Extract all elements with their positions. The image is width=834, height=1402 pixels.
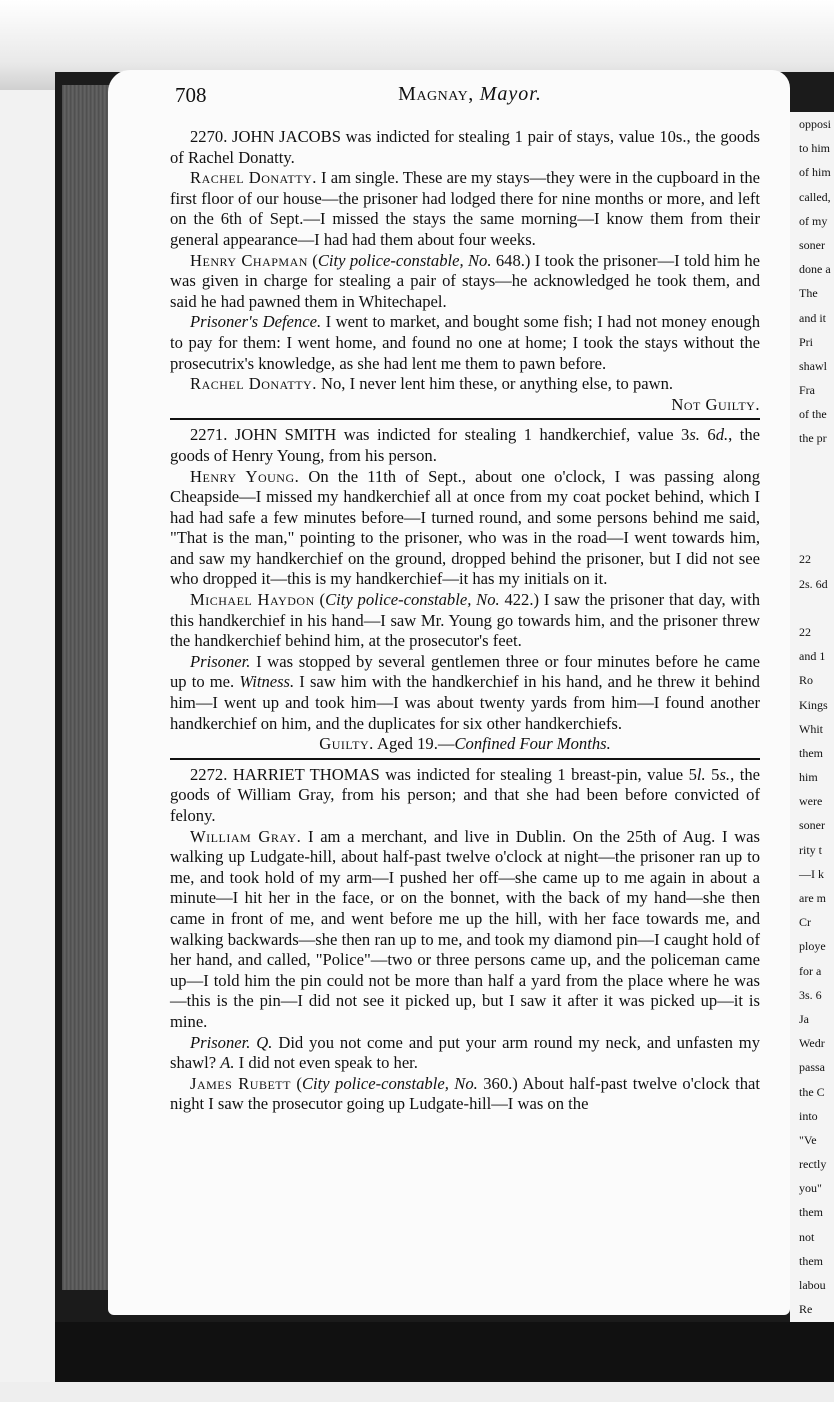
verdict bbox=[170, 395, 760, 416]
case-divider bbox=[170, 418, 760, 420]
text-run: , the goods of William Gray, from his person; and that she had been before convicted of felony. bbox=[170, 764, 760, 825]
facing-page-fragment: ploye bbox=[799, 939, 826, 954]
facing-page-fragment: rity t bbox=[799, 842, 822, 857]
facing-page-fragment: 2s. 6d bbox=[799, 576, 828, 591]
facing-page-fragment: Wedr bbox=[799, 1036, 825, 1051]
running-head-title: Mayor. bbox=[479, 83, 542, 105]
facing-page-fragment bbox=[790, 475, 834, 499]
testimony-paragraph bbox=[170, 1074, 760, 1115]
testimony-paragraph bbox=[170, 652, 760, 734]
testimony-paragraph bbox=[170, 251, 760, 313]
facing-page-fragment: opposi bbox=[799, 117, 832, 131]
text-run: I am a merchant, and live in Dublin. On the 25th of Aug. I was walking up Ludgate-hill, about half-past twelve o'clock at night—the prisoner ran up to me, and took hold of my arm—I pushed her off—she came up to me again in about a minute—I hit her in the face, or on the bonnet, with the back of my hand—she then came in front of me, and went before me up the hill, with her face towards me, and walking backwards—she then ran up to me, and took my diamond pin—I caught hold of her hand, and called, "Police"—two or three persons came up, and the policeman came up—I told him the pin could not be more than half a yard from the place where he was—this is the pin—I did not see it picked up, but I saw it after it was picked up—it is mine. bbox=[170, 826, 760, 1031]
text-run: I am single. These are my stays—they were in the cupboard in the first floor of our house—the prisoner had lodged there for nine months or more, and left on the 6th of Sept.—I missed the stays the same morning—I know them from their general appearance—I had had them about four weeks. bbox=[170, 168, 761, 249]
facing-page-fragment bbox=[790, 499, 834, 523]
facing-page-fragment: Pri bbox=[799, 334, 814, 349]
testimony-paragraph bbox=[170, 467, 760, 591]
facing-page-fragment: the pr bbox=[799, 431, 827, 446]
facing-page-edge bbox=[790, 112, 834, 1342]
facing-page-fragment: you" bbox=[799, 1181, 822, 1196]
book-spine bbox=[62, 85, 110, 1290]
facing-page-fragment: of the bbox=[799, 407, 827, 422]
trial-case bbox=[170, 425, 760, 755]
facing-page-fragment: rectly bbox=[799, 1157, 827, 1172]
facing-page-fragment: soner bbox=[799, 818, 825, 833]
speaker-name: Henry Chapman bbox=[190, 250, 308, 270]
italic-text: Q. bbox=[256, 1032, 273, 1052]
speaker-name: Rachel Donatty. bbox=[190, 374, 317, 394]
facing-page-fragment: 22 bbox=[799, 552, 811, 567]
facing-page-fragment: for a bbox=[799, 963, 822, 978]
facing-page-fragment: not bbox=[799, 1229, 815, 1244]
facing-page-fragment: into bbox=[799, 1108, 818, 1123]
italic-text: d. bbox=[715, 425, 729, 445]
testimony-paragraph bbox=[170, 168, 760, 250]
case-indictment bbox=[170, 765, 760, 827]
facing-page-fragment: and 1 bbox=[799, 649, 826, 664]
facing-page-fragment: Ro bbox=[799, 673, 814, 688]
facing-page-fragment: him bbox=[799, 770, 818, 785]
facing-page-fragment: Ja bbox=[799, 1011, 809, 1026]
text-run: 360.) About half-past twelve o'clock that night I saw the prosecutor going up Ludgate-hill—I was on the bbox=[170, 1073, 760, 1114]
text-run: 422.) I saw the prisoner that day, with this handkerchief in his hand—I saw Mr. Young go towards him, and the prisoner threw the handkerchief behind him, at the prosecutor's feet. bbox=[170, 590, 760, 651]
italic-text: Witness. bbox=[239, 672, 295, 692]
facing-page-fragment: the C bbox=[799, 1084, 825, 1099]
text-run: 5 bbox=[705, 764, 720, 784]
italic-text: l. bbox=[696, 764, 706, 784]
facing-page-fragment: labou bbox=[799, 1278, 826, 1292]
facing-page-fragment: of my bbox=[799, 213, 828, 228]
italic-text: s. bbox=[719, 764, 731, 784]
trial-case bbox=[170, 127, 760, 415]
testimony-paragraph bbox=[170, 590, 760, 652]
text-run: 2272. HARRIET THOMAS was indicted for stealing 1 breast-pin, value 5 bbox=[190, 764, 697, 784]
text-run: I did not even speak to her. bbox=[234, 1053, 418, 1073]
testimony-paragraph bbox=[170, 312, 760, 374]
text-run: ( bbox=[307, 250, 318, 270]
facing-page-fragment: them bbox=[799, 745, 823, 760]
case-indictment bbox=[170, 425, 760, 466]
facing-page-fragment: called, bbox=[799, 189, 831, 204]
text-run: , the goods of Henry Young, from his person. bbox=[170, 425, 761, 465]
speaker-name: Guilty. bbox=[319, 734, 374, 754]
facing-page-fragment: shawl bbox=[799, 358, 827, 373]
testimony-paragraph bbox=[170, 374, 760, 395]
italic-text: Confined Four Months. bbox=[454, 734, 611, 754]
italic-text: Prisoner. bbox=[190, 651, 251, 671]
facing-page-fragment: Re bbox=[799, 1302, 813, 1317]
case-divider bbox=[170, 758, 760, 760]
text-run: 648.) I took the prisoner—I told him he was given in charge for stealing a pair of stays—he acknowledged he took them, and said he had pawned them in Whitechapel. bbox=[170, 250, 760, 311]
italic-text: City police-constable, No. bbox=[325, 590, 500, 610]
facing-page-fragment: Cr bbox=[799, 915, 811, 930]
trial-case bbox=[170, 765, 760, 1115]
facing-page-fragment bbox=[790, 523, 834, 547]
case-indictment bbox=[170, 127, 760, 168]
facing-page-fragment: The bbox=[799, 286, 818, 301]
text-run: ( bbox=[290, 1073, 302, 1093]
facing-page-fragment: done a bbox=[799, 262, 831, 277]
speaker-name: Michael Haydon bbox=[190, 590, 315, 610]
italic-text: City police-constable, No. bbox=[301, 1073, 478, 1093]
page-body bbox=[170, 127, 760, 1115]
text-run: I was stopped by several gentlemen three or four minutes before he came up to me. bbox=[170, 651, 760, 692]
italic-text: s. bbox=[689, 425, 700, 445]
verdict bbox=[170, 734, 760, 755]
facing-page-fragment: were bbox=[799, 794, 823, 809]
text-run: No, I never lent him these, or anything else, to pawn. bbox=[316, 374, 674, 394]
facing-page-fragment: of him bbox=[799, 165, 831, 180]
facing-page-fragment: to him bbox=[799, 141, 831, 156]
speaker-name: William Gray. bbox=[190, 826, 302, 846]
text-run: 6 bbox=[699, 425, 716, 445]
text-run: 2271. JOHN SMITH was indicted for stealing 1 handkerchief, value 3 bbox=[190, 425, 690, 445]
text-run: Did you not come and put your arm round my neck, and unfasten my shawl? bbox=[170, 1032, 760, 1073]
text-run: On the 11th of Sept., about one o'clock, I was passing along Cheapside—I missed my handkerchief all at once from my coat pocket behind, which I had had safe a few minutes before—I turned round, and some persons behind me said, "That is the man," pointing to the prisoner, who was in the road—I went towards him, and saw my handkerchief on the ground, dropped behind the prisoner, but I did not see who dropped it—this is my handkerchief—it has my initials on it. bbox=[170, 466, 760, 589]
facing-page-fragment bbox=[790, 596, 834, 620]
facing-page-fragment: Fra bbox=[799, 383, 815, 398]
facing-page-fragment: are m bbox=[799, 891, 826, 905]
italic-text: City police-constable, No. bbox=[317, 250, 492, 270]
facing-page-fragment: and it bbox=[799, 310, 826, 325]
page-number: 708 bbox=[175, 83, 207, 107]
testimony-paragraph bbox=[170, 1033, 760, 1074]
facing-page-fragment: soner bbox=[799, 237, 825, 252]
page-header bbox=[175, 83, 765, 111]
facing-page-fragment: them bbox=[799, 1253, 823, 1268]
facing-page-fragment: them bbox=[799, 1205, 823, 1220]
running-head-name: Magnay, bbox=[398, 83, 474, 105]
text-run: I went to market, and bought some fish; I had not money enough to pay for them: I went home, and found no one at home; I took the stays without the prosecutrix's knowledge, as she had lent me them to pawn before. bbox=[170, 312, 761, 373]
text-run: Aged 19.— bbox=[373, 734, 455, 754]
italic-text: Prisoner's Defence. bbox=[190, 312, 322, 332]
speaker-name: James Rubett bbox=[190, 1073, 291, 1093]
testimony-paragraph bbox=[170, 827, 760, 1033]
text-run: I saw him with the handkerchief in his hand, and he threw it behind him—I went up and took him—I was about twenty yards from him—I found another handkerchief on him, and the duplicates for six other handkerchiefs. bbox=[170, 672, 760, 733]
facing-page-fragment bbox=[790, 451, 834, 475]
book-bottom-shadow bbox=[55, 1322, 834, 1382]
italic-text: Prisoner. bbox=[190, 1032, 251, 1052]
page-bottom-background bbox=[0, 1382, 834, 1402]
speaker-name: Not Guilty. bbox=[671, 394, 760, 414]
running-head bbox=[175, 83, 765, 106]
facing-page-fragment: passa bbox=[799, 1060, 825, 1075]
facing-page-fragment: Kings bbox=[799, 697, 828, 712]
speaker-name: Henry Young. bbox=[190, 466, 300, 486]
text-run: ( bbox=[314, 590, 326, 610]
text-run: 2270. JOHN JACOBS was indicted for stealing 1 pair of stays, value 10s., the goods of Rachel Donatty. bbox=[170, 127, 760, 167]
facing-page-fragment: —I k bbox=[799, 866, 824, 881]
speaker-name: Rachel Donatty. bbox=[190, 168, 317, 188]
italic-text: A. bbox=[220, 1053, 235, 1073]
facing-page-fragment: "Ve bbox=[799, 1132, 817, 1147]
facing-page-fragment: 3s. 6 bbox=[799, 987, 822, 1002]
facing-page-fragment: 22 bbox=[799, 624, 811, 639]
facing-page-fragment: Whit bbox=[799, 721, 823, 736]
